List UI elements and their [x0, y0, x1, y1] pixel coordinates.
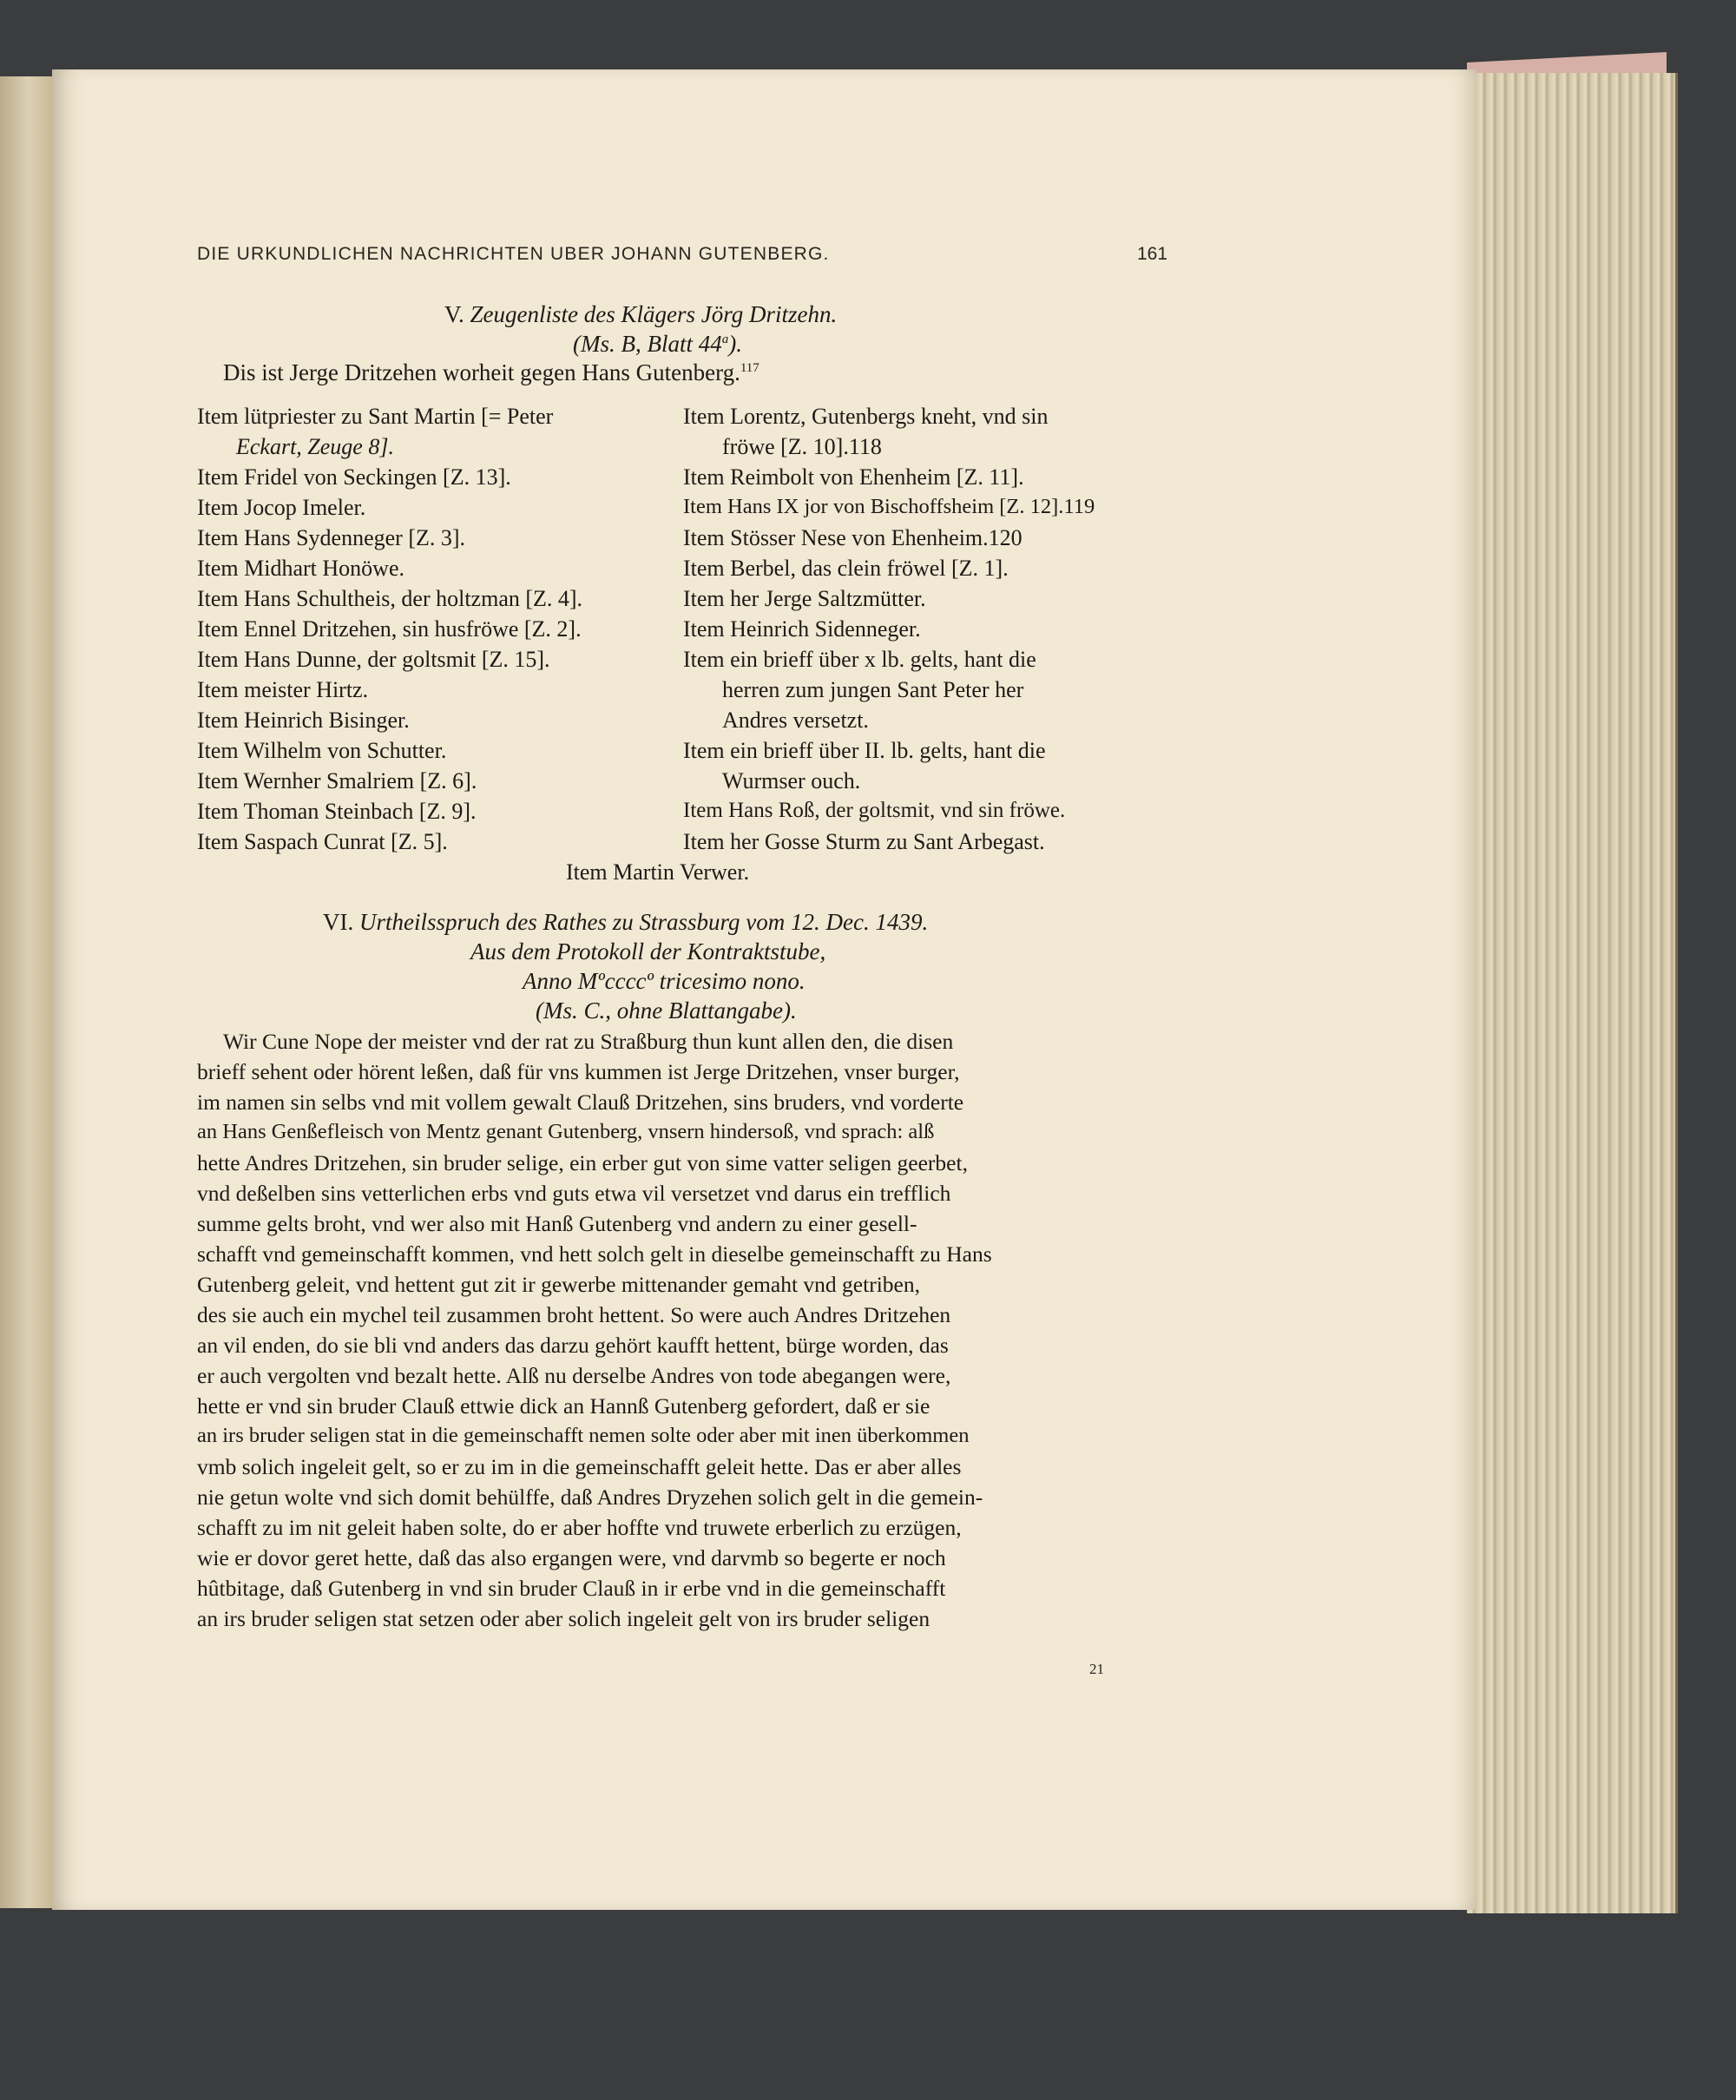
section-vi-roman: VI.	[323, 909, 354, 935]
witness-left-2: Eckart, Zeuge 8].	[236, 434, 394, 459]
witness-right-13: Wurmser ouch.	[722, 768, 861, 793]
body-line-4: an Hans Genßefleisch von Mentz genant Gutenberg, vnsern hindersoß, vnd sprach: alß	[197, 1120, 935, 1143]
witness-left-4: Item Jocop Imeler.	[197, 495, 366, 520]
section-vi-title: Urtheilsspruch des Rathes zu Strassburg vom 12. Dec. 1439.	[359, 909, 929, 935]
body-line-3: im namen sin selbs vnd mit vollem gewalt Clauß Dritzehen, sins bruders, vnd vorderte	[197, 1089, 964, 1115]
body-line-5: hette Andres Dritzehen, sin bruder selige, ein erber gut von sime vatter seligen geerbet,	[197, 1150, 968, 1175]
witness-left-5: Item Hans Sydenneger [Z. 3].	[197, 525, 466, 550]
body-line-7: summe gelts broht, vnd wer also mit Hanß Gutenberg vnd andern zu einer gesell-	[197, 1211, 917, 1236]
body-line-11: an vil enden, do sie bli vnd anders das darzu gehört kaufft hettent, bürge worden, das	[197, 1333, 949, 1358]
witness-right-5: Item Stösser Nese von Ehenheim.120	[683, 525, 1023, 550]
witness-right-9: Item ein brieff über x lb. gelts, hant die	[683, 647, 1036, 672]
body-line-10: des sie auch ein mychel teil zusammen broht hettent. So were auch Andres Dritzehen	[197, 1302, 951, 1327]
witness-left-9: Item Hans Dunne, der goltsmit [Z. 15].	[197, 647, 550, 672]
section-vi-heading	[323, 909, 928, 936]
section-v-heading	[444, 301, 837, 328]
body-line-9: Gutenberg geleit, vnd hettent gut zit ir gewerbe mittenander gemaht vnd getriben,	[197, 1272, 920, 1297]
body-line-2: brieff sehent oder hörent leßen, daß für vns kummen ist Jerge Dritzehen, vnser burger,	[197, 1059, 960, 1084]
body-line-20: an irs bruder seligen stat setzen oder aber solich ingeleit gelt von irs bruder seligen	[197, 1606, 930, 1631]
section-v-title: Zeugenliste des Klägers Jörg Dritzehn.	[470, 301, 838, 327]
body-line-14: an irs bruder seligen stat in die gemeinschafft nemen solte oder aber mit inen überkommen	[197, 1424, 970, 1447]
witness-left-10: Item meister Hirtz.	[197, 677, 369, 702]
witness-right-6: Item Berbel, das clein fröwel [Z. 1].	[683, 556, 1009, 581]
witness-left-1: Item lütpriester zu Sant Martin [= Peter	[197, 404, 554, 429]
witness-right-3: Item Reimbolt von Ehenheim [Z. 11].	[683, 464, 1024, 490]
witness-left-13: Item Wernher Smalriem [Z. 6].	[197, 768, 477, 793]
witness-right-14: Item Hans Roß, der goltsmit, vnd sin fröwe.	[683, 799, 1066, 822]
witness-right-11: Andres versetzt.	[722, 708, 869, 733]
body-line-15: vmb solich ingeleit gelt, so er zu im in die gemeinschafft geleit hette. Das er aber alles	[197, 1454, 962, 1479]
page-stack-edges	[1467, 73, 1678, 1913]
section-vi-sub3: (Ms. C., ohne Blattangabe).	[536, 997, 797, 1024]
witness-right-4: Item Hans IX jor von Bischoffsheim [Z. 12].119	[683, 495, 1095, 518]
witness-closing: Item Martin Verwer.	[566, 859, 750, 885]
witness-left-6: Item Midhart Honöwe.	[197, 556, 405, 581]
body-line-6: vnd deßelben sins vetterlichen erbs vnd guts etwa vil versetzet vnd darus ein trefflich	[197, 1181, 951, 1206]
section-vi-sub1: Aus dem Protokoll der Kontraktstube,	[470, 938, 826, 964]
witness-left-3: Item Fridel von Seckingen [Z. 13].	[197, 464, 511, 490]
body-line-19: hûtbitage, daß Gutenberg in vnd sin bruder Clauß in ir erbe vnd in die gemeinschafft	[197, 1576, 946, 1601]
page-number: 161	[1137, 244, 1168, 264]
body-line-16: nie getun wolte vnd sich domit behülffe, daß Andres Dryzehen solich gelt in die gemein-	[197, 1484, 983, 1510]
body-line-8: schafft vnd gemeinschafft kommen, vnd hett solch gelt in dieselbe gemeinschafft zu Hans	[197, 1241, 992, 1267]
witness-right-12: Item ein brieff über II. lb. gelts, hant die	[683, 738, 1046, 763]
witness-left-15: Item Saspach Cunrat [Z. 5].	[197, 829, 448, 854]
witness-left-7: Item Hans Schultheis, der holtzman [Z. 4].	[197, 586, 583, 611]
running-head: DIE URKUNDLICHEN NACHRICHTEN UBER JOHANN GUTENBERG.	[197, 244, 830, 264]
body-line-1: Wir Cune Nope der meister vnd der rat zu Straßburg thun kunt allen den, die disen	[223, 1029, 954, 1054]
body-line-12: er auch vergolten vnd bezalt hette. Alß nu derselbe Andres von tode abegangen were,	[197, 1363, 951, 1388]
section-vi-sub2: Anno Mºccccº tricesimo nono.	[523, 968, 806, 994]
witness-right-15: Item her Gosse Sturm zu Sant Arbegast.	[683, 829, 1045, 854]
witness-left-11: Item Heinrich Bisinger.	[197, 708, 410, 733]
witness-right-2: fröwe [Z. 10].118	[722, 434, 882, 459]
witness-right-7: Item her Jerge Saltzmütter.	[683, 586, 926, 611]
section-v-roman: V.	[444, 301, 464, 327]
section-v-source: (Ms. B, Blatt 44$^a$).	[573, 331, 742, 357]
signature-mark: 21	[1089, 1661, 1104, 1677]
body-line-17: schafft zu im nit geleit haben solte, do er aber hoffte vnd truwete erberlich zu erzügen,	[197, 1515, 962, 1540]
witness-right-1: Item Lorentz, Gutenbergs kneht, vnd sin	[683, 404, 1049, 429]
witness-left-8: Item Ennel Dritzehen, sin husfröwe [Z. 2].	[197, 616, 582, 642]
witness-left-14: Item Thoman Steinbach [Z. 9].	[197, 799, 477, 824]
witness-right-10: herren zum jungen Sant Peter her	[722, 677, 1024, 702]
witness-left-12: Item Wilhelm von Schutter.	[197, 738, 447, 763]
facing-page-edge	[0, 76, 54, 1908]
body-line-13: hette er vnd sin bruder Clauß ettwie dick an Hannß Gutenberg gefordert, daß er sie	[197, 1393, 930, 1419]
body-line-18: wie er dovor geret hette, daß das also ergangen were, vnd darvmb so begerte er noch	[197, 1545, 946, 1570]
witness-right-8: Item Heinrich Sidenneger.	[683, 616, 921, 642]
section-v-intro: Dis ist Jerge Dritzehen worheit gegen Hans Gutenberg.$^{117}$	[223, 359, 760, 385]
